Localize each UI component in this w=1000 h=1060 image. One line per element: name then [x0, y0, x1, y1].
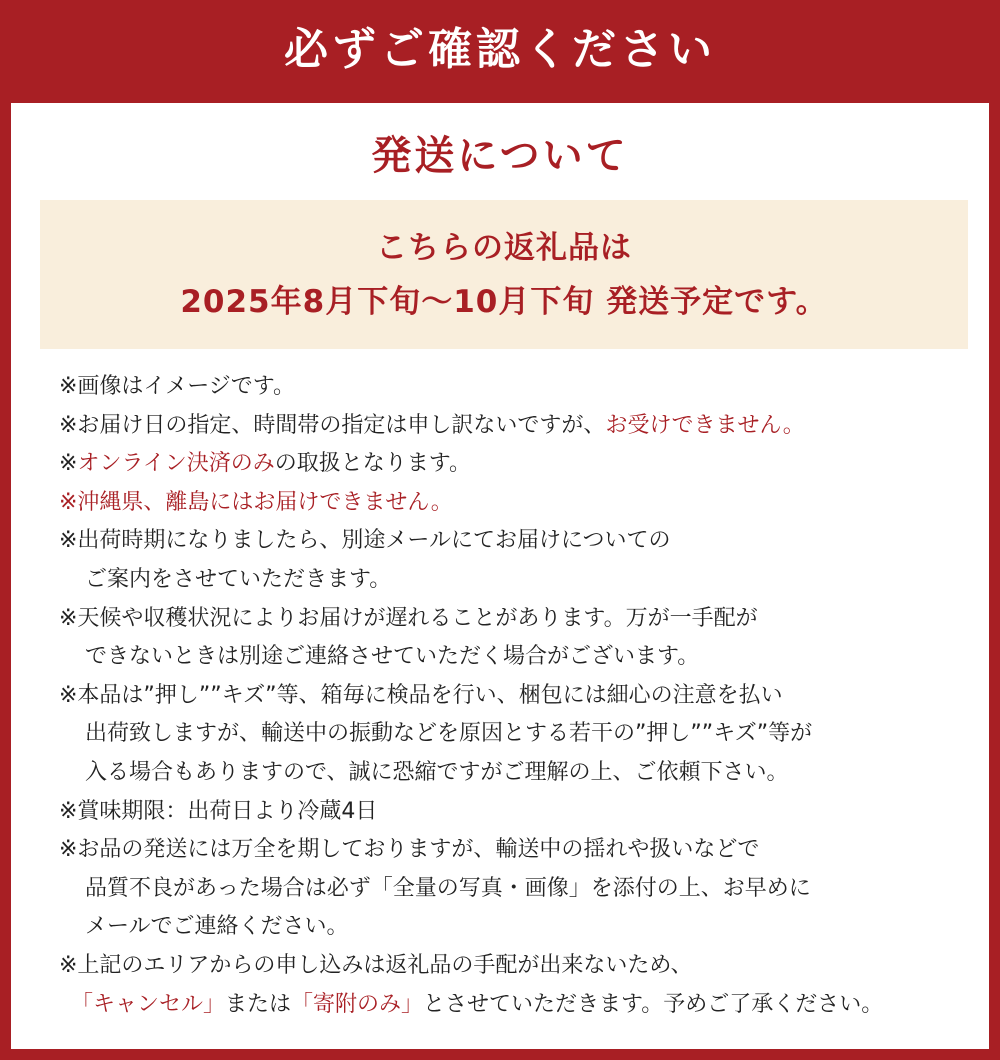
note-inspection: ※本品は”押し””キズ”等、箱毎に検品を行い、梱包には細心の注意を払い: [59, 682, 783, 708]
note-image: ※画像はイメージです。: [59, 374, 296, 399]
note-area-cont: 「キャンセル」または「寄附のみ」とさせていただきます。予めご了承ください。: [71, 991, 884, 1017]
note-highlight: 「キャンセル」: [71, 991, 226, 1017]
note-damage: ※お品の発送には万全を期しておりますが、輸送中の揺れや扱いなどで: [59, 837, 760, 863]
note-highlight: オンライン決済のみ: [77, 451, 275, 477]
notice-line-1: こちらの返礼品は: [376, 230, 632, 266]
note-shipping-mail-cont: ご案内をさせていただきます。: [85, 566, 392, 592]
note-damage-cont-1: 品質不良があった場合は必ず「全量の写真・画像」を添付の上、お早めに: [85, 875, 811, 901]
note-weather: ※天候や収穫状況によりお届けが遅れることがあります。万が一手配が: [59, 605, 758, 631]
note-highlight: お受けできません。: [605, 412, 805, 438]
confirm-banner: 必ずご確認ください: [0, 0, 1000, 103]
note-highlight: 「寄附のみ」: [291, 991, 424, 1017]
notes-list: [59, 368, 979, 1024]
note-shipping-mail: ※出荷時期になりましたら、別途メールにてお届けについての: [59, 528, 671, 554]
note-weather-cont: できないときは別途ご連絡させていただく場合がございます。: [85, 644, 700, 670]
note-expiry: ※賞味期限：出荷日より冷蔵4日: [59, 798, 378, 824]
note-delivery-date: ※お届け日の指定、時間帯の指定は申し訳ないですが、お受けできません。: [59, 412, 805, 438]
note-inspection-cont-1: 出荷致しますが、輸送中の振動などを原因とする若干の”押し””キズ”等が: [85, 721, 813, 747]
shipping-notice-box: [40, 200, 968, 349]
note-damage-cont-2: メールでご連絡ください。: [85, 914, 349, 940]
note-inspection-cont-2: 入る場合もありますので、誠に恐縮ですがご理解の上、ご依頼下さい。: [85, 759, 789, 785]
note-payment: ※オンライン決済のみの取扱となります。: [59, 451, 472, 477]
note-area: ※上記のエリアからの申し込みは返礼品の手配が出来ないため、: [59, 952, 693, 978]
shipping-section-title: 発送について: [371, 133, 629, 179]
notice-line-2: 2025年8月下旬～10月下旬 発送予定です。: [180, 284, 828, 320]
note-okinawa: ※沖縄県、離島にはお届けできません。: [59, 489, 453, 515]
